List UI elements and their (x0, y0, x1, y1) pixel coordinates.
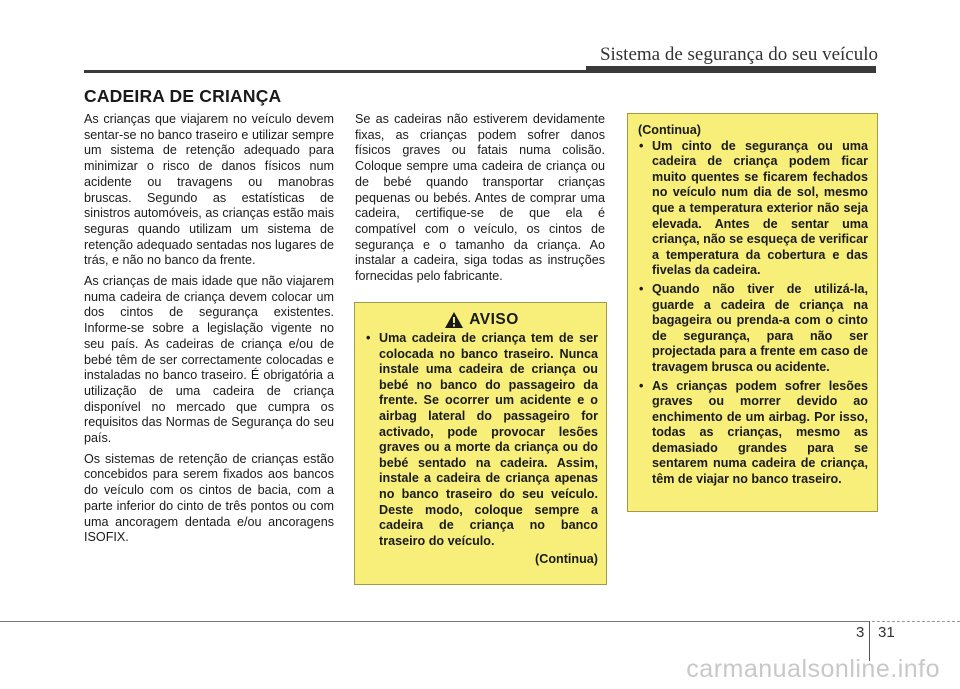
footer-rule-solid (0, 621, 870, 622)
chapter-number: 3 (856, 624, 865, 641)
warning-triangle-icon (444, 311, 464, 329)
list-item: • Quando não tiver de utilizá-la, guarde a cadeira de criança na bagageira ou prenda-a com o cinto de segurança, para não ser projectada para a frente em caso de travagem brusca ou acidente. (638, 282, 868, 376)
warning-label: AVISO (469, 311, 519, 329)
warning-box (354, 302, 607, 585)
continued-heading: (Continua) (638, 123, 701, 137)
page-number: 31 (878, 624, 895, 641)
header-rule-accent (586, 66, 876, 73)
watermark: carmanualsonline.info (686, 655, 940, 683)
text-column-middle (355, 112, 605, 290)
warning-continued-box (627, 113, 878, 512)
continued-note: (Continua) (535, 552, 598, 567)
paragraph: Os sistemas de retenção de crianças estão concebidos para serem fixados aos bancos do veículo com os cintos de bacia, com a parte inferior do cinto de três pontos ou com uma ancoragem dentada e/ou ancoragens ISOFIX. (84, 451, 334, 545)
list-item: • Um cinto de segurança ou uma cadeira de criança podem ficar muito quentes se ficarem fechados no veículo num dia de sol, mesmo que a temperatura exterior não seja elevada. Antes de sentar uma criança, não se esqueça de verificar a temperatura da cobertura e das fivelas da cadeira. (638, 139, 868, 279)
paragraph: As crianças de mais idade que não viajarem numa cadeira de criança devem colocar um dos cintos de segurança existentes. Informe-se sobre a legislação vigente no seu país. As cadeiras de criança e/ou de bebé têm de ser correctamente colocadas e instaladas no banco traseiro. É obrigatória a utilização de uma cadeira de criança disponível no mercado que cumpra os requisitos das Normas de Segurança do seu país. (84, 274, 334, 446)
text-column-left (84, 112, 334, 551)
running-header: Sistema de segurança do seu veículo (599, 44, 878, 65)
warning-header (365, 311, 598, 329)
list-item: • Uma cadeira de criança tem de ser colocada no banco traseiro. Nunca instale uma cadeira de criança ou bebé no banco do passageiro da frente. Se ocorrer um acidente e o airbag lateral do passageiro for activado, pode provocar lesões graves ou a morte da criança ou do bebé sentado na cadeira. Assim, instale a cadeira de criança apenas no banco traseiro do seu veículo. Deste modo, coloque sempre a cadeira de criança no banco traseiro do veículo. (365, 331, 598, 549)
warning-list (365, 331, 598, 549)
list-item: • As crianças podem sofrer lesões graves ou morrer devido ao enchimento de um airbag. Por isso, todas as crianças, mesmo as demasiado grandes para se sentarem numa cadeira de criança, têm de viajar no banco traseiro. (638, 379, 868, 488)
paragraph: Se as cadeiras não estiverem devidamente fixas, as crianças podem sofrer danos físicos graves ou fatais numa colisão. Coloque sempre uma cadeira de criança ou de bebé quando transportar crianças pequenas ou bebés. Antes de comprar uma cadeira, certifique-se de que ela é compatível com o veículo, os cintos de segurança e o tamanho da criança. Ao instalar a cadeira, siga todas as instruções fornecidas pelo fabricante. (355, 112, 605, 284)
section-title: CADEIRA DE CRIANÇA (84, 86, 282, 106)
paragraph: As crianças que viajarem no veículo devem sentar-se no banco traseiro e utilizar sempre um sistema de retenção adequado para minimizar o risco de danos físicos num acidente ou travagens ou manobras bruscas. Segundo as estatísticas de sinistros automóveis, as crianças estão mais seguras quando utilizam um sistema de retenção adequado sentadas nos lugares de trás, e não no banco da frente. (84, 112, 334, 268)
warning-list (638, 139, 868, 488)
